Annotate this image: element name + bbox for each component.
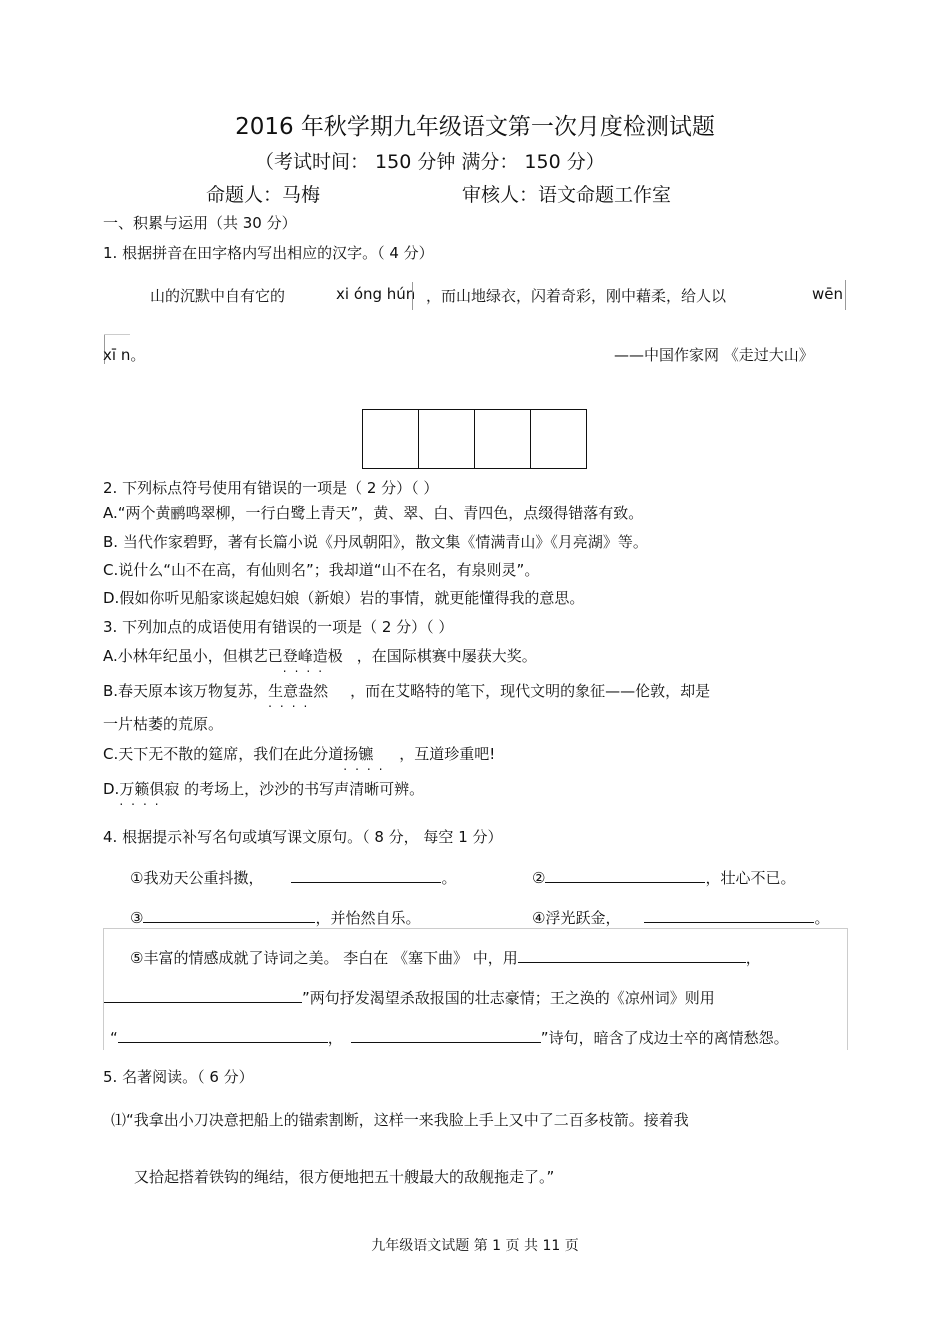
answer-blank[interactable] — [291, 866, 441, 883]
box-border-top — [103, 928, 847, 929]
box-border-right — [847, 928, 848, 1050]
q3-b-pre: B.春天原本该万物复苏， — [103, 682, 269, 700]
q1-text-a: 山的沉默中自有它的 — [150, 287, 286, 305]
q4-item-1 — [130, 866, 456, 888]
q3-option-b-cont: 一片枯萎的荒原。 — [103, 715, 224, 733]
page-footer: 九年级语文试题 第 1 页 共 11 页 — [371, 1238, 579, 1254]
exam-info: （考试时间： 150 分钟 满分： 150 分） — [255, 151, 605, 173]
emphasis-dots: .... — [282, 661, 331, 675]
item-label: ③ — [130, 909, 144, 927]
dotted-idiom — [282, 647, 343, 675]
q4-item-4 — [532, 906, 829, 928]
q4-item-5-line-2 — [104, 986, 715, 1008]
item-end: ”诗句，暗含了戍边士卒的离情愁怨。 — [540, 1029, 789, 1047]
q4-item-5-line-3 — [110, 1026, 789, 1048]
divider-mark — [412, 282, 413, 310]
q4-item-2 — [532, 866, 795, 888]
q3-c-post: ，互道珍重吧! — [399, 745, 496, 763]
q3-a-post: ，在国际棋赛中屡获大奖。 — [356, 647, 537, 665]
question-4-prompt: 4. 根据提示补写名句或填写课文原句。（ 8 分， 每空 1 分） — [103, 828, 503, 846]
idiom-text: 登峰造极 — [282, 647, 343, 665]
grid-cell-divider — [418, 410, 419, 468]
divider-mark — [845, 280, 846, 310]
section-heading: 一、积累与运用（共 30 分） — [103, 214, 297, 232]
author-label: 命题人：马梅 — [206, 184, 321, 206]
item-end: 。 — [814, 909, 830, 927]
answer-blank[interactable] — [545, 866, 705, 883]
q3-option-c — [103, 743, 496, 773]
item-end: ， — [745, 949, 761, 967]
comma: ， — [327, 1029, 343, 1047]
item-label: ② — [532, 869, 546, 887]
grid-cell-divider — [530, 410, 531, 468]
divider-mark — [104, 334, 130, 335]
item-label: ④浮光跃金， — [532, 909, 621, 927]
answer-blank[interactable] — [518, 946, 746, 963]
dotted-idiom — [343, 745, 391, 773]
q3-d-post: 的考场上，沙沙的书写声清晰可辨。 — [179, 780, 425, 798]
q1-pinyin-2: wēn — [812, 285, 844, 303]
q3-a-pre: A.小林年纪虽小，但棋艺已 — [103, 647, 283, 665]
character-grid[interactable] — [362, 409, 587, 469]
item-label: ⑤丰富的情感成就了诗词之美。 李白在 《塞下曲》 中，用 — [130, 949, 518, 967]
question-1-prompt: 1. 根据拼音在田字格内写出相应的汉字。（ 4 分） — [103, 244, 434, 262]
question-5-prompt: 5. 名著阅读。（ 6 分） — [103, 1068, 254, 1086]
answer-blank[interactable] — [351, 1026, 541, 1043]
reviewer-label: 审核人：语文命题工作室 — [462, 184, 672, 206]
emphasis-dots: .... — [268, 696, 316, 710]
dotted-idiom — [119, 780, 180, 808]
q1-pinyin-3: xī n。 — [103, 346, 146, 364]
idiom-text: 扬镳 — [343, 745, 374, 763]
item-end: ，壮心不已。 — [705, 869, 796, 887]
q3-c-pre: C.天下无不散的筵席，我们在此分道 — [103, 745, 344, 763]
quote-open: “ — [110, 1029, 118, 1047]
q2-option-b: B. 当代作家碧野，著有长篇小说《丹凤朝阳》，散文集《情满青山》《月亮湖》等。 — [103, 533, 648, 551]
q5-passage-line-1: ⑴“我拿出小刀决意把船上的锚索割断，这样一来我脸上手上又中了二百多枝箭。接着我 — [111, 1111, 689, 1129]
idiom-text: 万籁俱寂 — [119, 780, 180, 798]
item-end: ，并怡然自乐。 — [315, 909, 421, 927]
dotted-idiom — [268, 682, 329, 710]
answer-blank[interactable] — [104, 986, 302, 1003]
item-label: ①我劝天公重抖擞， — [130, 869, 264, 887]
q4-item-3 — [130, 906, 420, 928]
answer-blank[interactable] — [143, 906, 315, 923]
q4-item-5-line-1 — [130, 946, 761, 968]
q3-option-d — [103, 778, 425, 808]
q1-text-b: ，而山地绿衣，闪着奇彩，刚中藉柔，给人以 — [426, 287, 727, 305]
q1-source: ——中国作家网 《走过大山》 — [614, 346, 814, 364]
page-title: 2016 年秋学期九年级语文第一次月度检测试题 — [235, 114, 715, 140]
answer-blank[interactable] — [118, 1026, 328, 1043]
item-end: ”两句抒发渴望杀敌报国的壮志豪情；王之涣的《凉州词》则用 — [302, 989, 715, 1007]
emphasis-dots: .... — [343, 759, 391, 773]
q3-option-a — [103, 645, 537, 675]
q2-option-a: A.“两个黄鹂鸣翠柳，一行白鹭上青天”，黄、翠、白、青四色，点缀得错落有致。 — [103, 504, 644, 522]
answer-blank[interactable] — [644, 906, 814, 923]
q3-b-post: ，而在艾略特的笔下，现代文明的象征——伦敦，却是 — [350, 682, 711, 700]
emphasis-dots: .... — [119, 794, 167, 808]
q1-pinyin-1: xi óng hún — [336, 285, 416, 303]
q2-option-c: C.说什么“山不在高，有仙则名”；我却道“山不在名，有泉则灵”。 — [103, 561, 540, 579]
question-3-prompt: 3. 下列加点的成语使用有错误的一项是（ 2 分）（ ） — [103, 618, 454, 636]
q5-passage-line-2: 又拾起搭着铁钩的绳结，很方便地把五十艘最大的敌舰拖走了。” — [134, 1168, 555, 1186]
q2-option-d: D.假如你听见船家谈起媳妇娘（新娘）岩的事情，就更能懂得我的意思。 — [103, 589, 585, 607]
idiom-text: 生意盎然 — [268, 682, 329, 700]
grid-cell-divider — [474, 410, 475, 468]
item-end: 。 — [441, 869, 457, 887]
q3-d-pre: D. — [103, 780, 120, 798]
q3-option-b — [103, 680, 711, 710]
question-2-prompt: 2. 下列标点符号使用有错误的一项是（ 2 分）（ ） — [103, 479, 439, 497]
